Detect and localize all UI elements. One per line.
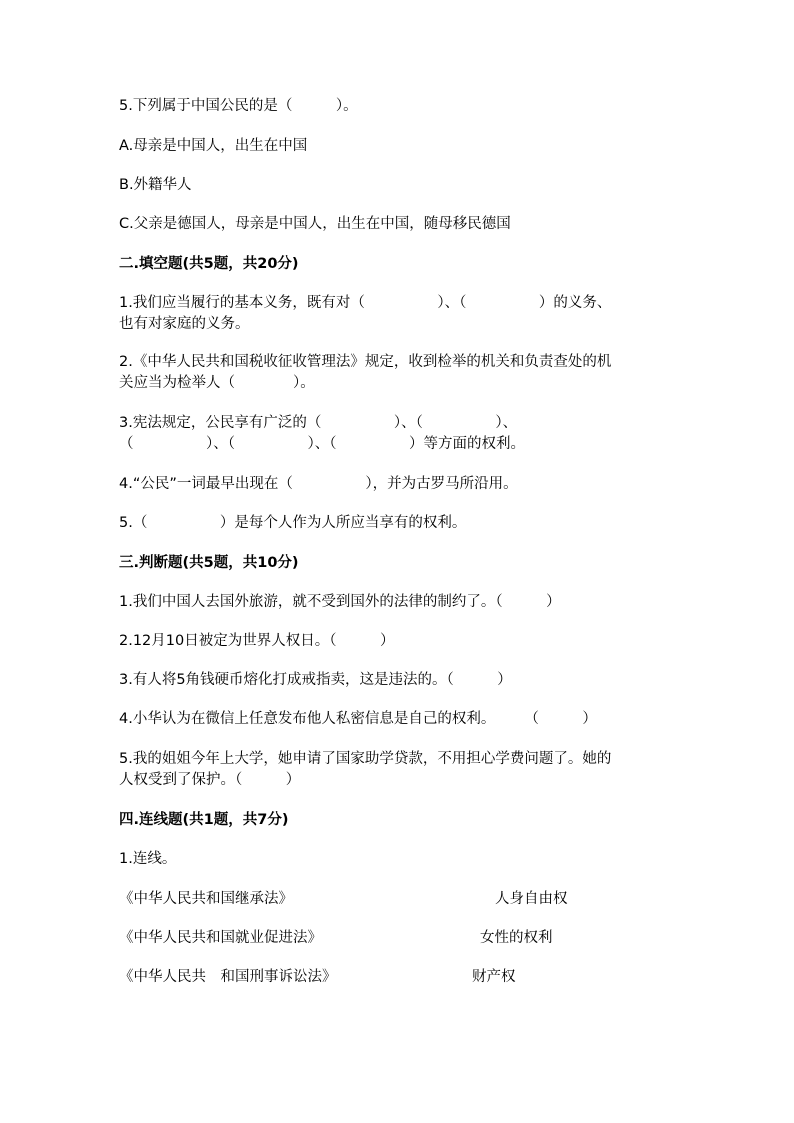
match-right-item-1: 人身自由权 bbox=[495, 891, 568, 907]
match-right-item-2: 女性的权利 bbox=[480, 930, 553, 946]
fill-question-3-line-1: 3.宪法规定，公民享有广泛的（ ）、（ ）、 bbox=[119, 415, 518, 431]
judge-question-2: 2.12月10日被定为世界人权日。（ ） bbox=[119, 633, 395, 649]
fill-section-heading: 二.填空题(共5题，共20分) bbox=[119, 256, 299, 272]
choice-option-c: C.父亲是德国人，母亲是中国人，出生在中国，随母移民德国 bbox=[119, 216, 511, 232]
match-section-heading: 四.连线题(共1题，共7分) bbox=[119, 812, 289, 828]
fill-question-1-line-1: 1.我们应当履行的基本义务，既有对（ ）、（ ）的义务、 bbox=[119, 295, 612, 311]
choice-question-5: 5.下列属于中国公民的是（ ）。 bbox=[119, 98, 358, 114]
match-left-item-3: 《中华人民共 和国刑事诉讼法》 bbox=[119, 969, 337, 985]
judge-question-4: 4.小华认为在微信上任意发布他人私密信息是自己的权利。 （ ） bbox=[119, 711, 597, 727]
judge-section-heading: 三.判断题(共5题，共10分) bbox=[119, 555, 299, 571]
judge-question-5-line-1: 5.我的姐姐今年上大学，她申请了国家助学贷款，不用担心学费问题了。她的 bbox=[119, 751, 612, 767]
choice-option-a: A.母亲是中国人，出生在中国 bbox=[119, 138, 308, 154]
fill-question-2-line-2: 关应当为检举人（ ）。 bbox=[119, 375, 315, 391]
match-left-item-2: 《中华人民共和国就业促进法》 bbox=[119, 930, 322, 946]
fill-question-1-line-2: 也有对家庭的义务。 bbox=[119, 316, 250, 332]
judge-question-5-line-2: 人权受到了保护。（ ） bbox=[119, 772, 301, 788]
judge-question-1: 1.我们中国人去国外旅游，就不受到国外的法律的制约了。（ ） bbox=[119, 594, 561, 610]
match-instruction: 1.连线。 bbox=[119, 851, 177, 867]
fill-question-3-line-2: （ ）、（ ）、（ ）等方面的权利。 bbox=[119, 436, 525, 452]
match-right-item-3: 财产权 bbox=[472, 969, 516, 985]
fill-question-4: 4.“公民”一词最早出现在（ ），并为古罗马所沿用。 bbox=[119, 476, 518, 492]
match-left-item-1: 《中华人民共和国继承法》 bbox=[119, 891, 293, 907]
judge-question-3: 3.有人将5角钱硬币熔化打成戒指卖，这是违法的。（ ） bbox=[119, 672, 512, 688]
fill-question-2-line-1: 2.《中华人民共和国税收征收管理法》规定，收到检举的机关和负责查处的机 bbox=[119, 354, 612, 370]
choice-option-b: B.外籍华人 bbox=[119, 177, 192, 193]
fill-question-5: 5.（ ）是每个人作为人所应当享有的权利。 bbox=[119, 515, 467, 531]
